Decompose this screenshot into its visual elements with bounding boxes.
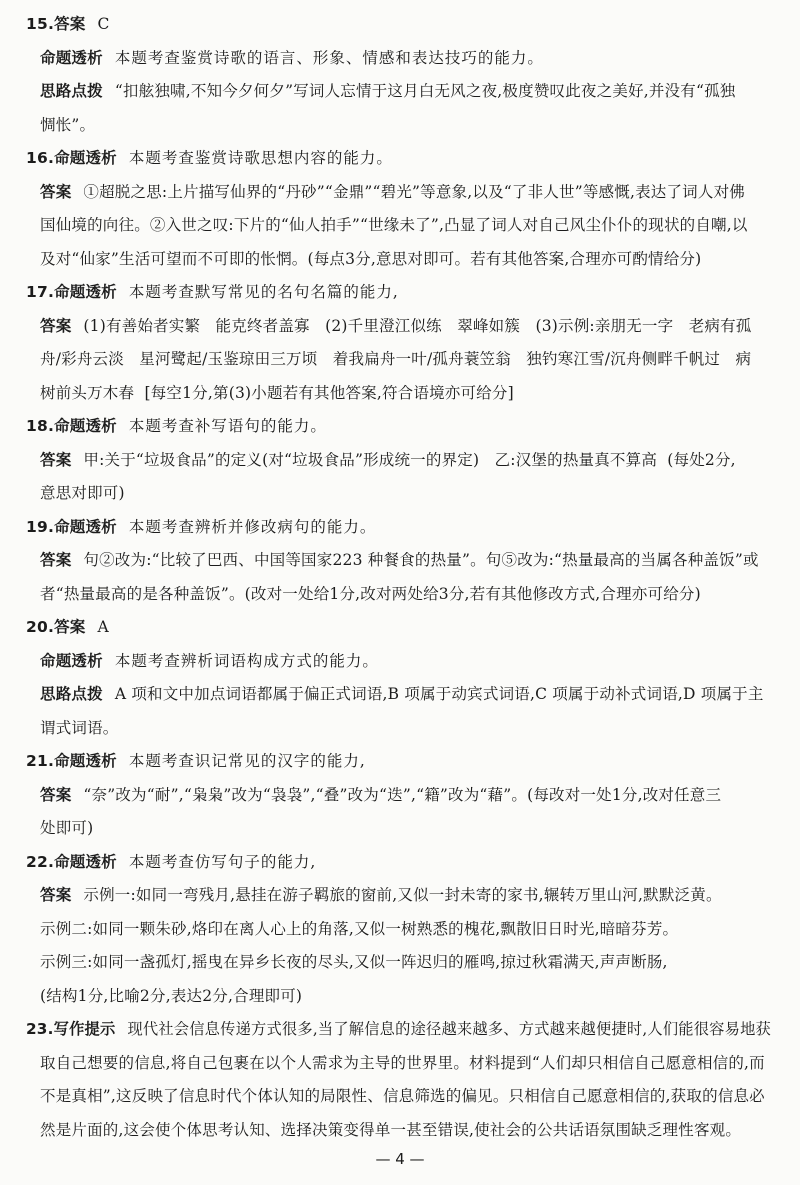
q18-answer-line	[26, 444, 770, 478]
q20-hint-2: 谓式词语。	[40, 718, 119, 737]
q17-answer-line-2	[26, 343, 770, 377]
q17-analysis-line	[26, 276, 770, 310]
q15-analysis-line	[26, 42, 770, 76]
analysis-label: 命题透析	[54, 517, 117, 536]
q22-score: (结构1分,比喻2分,表达2分,合理即可)	[40, 986, 303, 1005]
answer-label: 答案	[40, 886, 72, 904]
q20-analysis-line	[26, 645, 770, 679]
q21-answer-1: “奈”改为“耐”,“枭枭”改为“袅袅”,“叠”改为“迭”,“籍”改为“藉”。(每改对一处1分,改对任意三	[83, 785, 722, 804]
q20-hint-1: A 项和文中加点词语都属于偏正式词语,B 项属于动宾式词语,C 项属于动补式词语,D 项属于主	[114, 685, 764, 703]
answer-label: 答案	[54, 15, 86, 33]
q22-number: 22.	[26, 852, 55, 871]
q23-line-2: 取自己想要的信息,将自己包裹在以个人需求为主导的世界里。材料提到“人们却只相信自己愿意相信的,而	[40, 1053, 765, 1072]
q15-number: 15.	[26, 15, 55, 33]
analysis-label: 命题透析	[40, 651, 103, 670]
hint-label: 思路点拨	[40, 685, 103, 703]
q23-line-2-row	[26, 1047, 770, 1081]
q22-example-3-line	[26, 946, 770, 980]
q16-analysis-line	[26, 142, 770, 176]
q22-example-2: 示例二:如同一颗朱砂,烙印在离人心上的角落,又似一树熟悉的槐花,飘散旧日时光,暗暗芬芳。	[40, 919, 679, 938]
q19-analysis-line	[26, 511, 770, 545]
writing-label: 写作提示	[53, 1020, 116, 1038]
q16-number: 16.	[26, 149, 55, 167]
q16-answer-line	[26, 176, 770, 210]
q18-answer-line-2	[26, 477, 770, 511]
q19-answer-line-2	[26, 578, 770, 612]
q18-answer-2: 意思对即可)	[40, 484, 125, 502]
q21-answer-2: 处即可)	[40, 819, 94, 837]
q22-analysis: 本题考查仿写句子的能力,	[128, 852, 317, 871]
q17-answer-1: (1)有善始者实繁 能克终者盖寡 (2)千里澄江似练 翠峰如簇 (3)示例:亲朋无一字 老病有孤	[83, 316, 752, 335]
q22-example-3: 示例三:如同一盏孤灯,摇曳在异乡长夜的尽头,又似一阵迟归的雁鸣,掠过秋霜满天,声声断肠,	[40, 953, 668, 971]
q17-answer-line-3	[26, 377, 770, 411]
analysis-label: 命题透析	[54, 283, 117, 301]
q18-analysis: 本题考查补写语句的能力。	[128, 417, 327, 435]
answer-label: 答案	[40, 316, 72, 335]
q16-answer-line-2	[26, 209, 770, 243]
q23-line-4: 然是片面的,这会使个体思考认知、选择决策变得单一甚至错误,使社会的公共话语氛围缺乏理性客观。	[40, 1120, 742, 1139]
q21-number: 21.	[26, 752, 55, 770]
q15-answer: C	[97, 15, 110, 33]
q20-answer-line	[26, 611, 770, 645]
q19-number: 19.	[26, 517, 55, 536]
q16-answer-3: 及对“仙家”生活可望而不可即的怅惘。(每点3分,意思对即可。若有其他答案,合理亦可酌情给分)	[40, 249, 702, 268]
q17-answer-2: 舟/彩舟云淡 星河鹭起/玉鉴琼田三万顷 着我扁舟一叶/孤舟蓑笠翁 独钓寒江雪/沉舟侧畔千帆过 病	[40, 350, 752, 368]
q18-number: 18.	[26, 417, 55, 435]
answer-label: 答案	[40, 785, 72, 804]
q20-hint-line	[26, 678, 770, 712]
analysis-label: 命题透析	[54, 852, 117, 871]
q21-analysis: 本题考查识记常见的汉字的能力,	[128, 752, 366, 770]
q22-example-1: 示例一:如同一弯残月,悬挂在游子羁旅的窗前,又似一封未寄的家书,辗转万里山河,默默泛黄。	[83, 886, 722, 904]
q17-number: 17.	[26, 283, 55, 301]
q17-analysis: 本题考查默写常见的名句名篇的能力,	[128, 283, 399, 301]
page-number: — 4 —	[375, 1150, 425, 1168]
q20-answer: A	[97, 618, 109, 636]
q15-hint-1: “扣舷独啸,不知今夕何夕”写词人忘情于这月白无风之夜,极度赞叹此夜之美好,并没有“孤独	[114, 82, 736, 100]
q19-answer-1: 句②改为:“比较了巴西、中国等国家223 种餐食的热量”。句⑤改为:“热量最高的当属各种盖饭”或	[83, 551, 759, 569]
analysis-label: 命题透析	[54, 752, 117, 770]
q23-line-4-row	[26, 1114, 770, 1148]
q22-example-2-line	[26, 913, 770, 947]
q18-analysis-line	[26, 410, 770, 444]
q23-line-1: 现代社会信息传递方式很多,当了解信息的途径越来越多、方式越来越便捷时,人们能很容易地获	[127, 1020, 771, 1038]
q21-answer-line-2	[26, 812, 770, 846]
q19-answer-2: 者“热量最高的是各种盖饭”。(改对一处给1分,改对两处给3分,若有其他修改方式,合理亦可给分)	[40, 584, 701, 603]
q15-hint-line-2	[26, 109, 770, 143]
analysis-label: 命题透析	[40, 48, 103, 67]
answer-label: 答案	[40, 450, 72, 469]
q23-line-3-row	[26, 1080, 770, 1114]
q17-answer-line	[26, 310, 770, 344]
q22-score-line	[26, 980, 770, 1014]
q16-analysis: 本题考查鉴赏诗歌思想内容的能力。	[128, 149, 393, 167]
q16-answer-2: 国仙境的向往。②入世之叹:下片的“仙人拍手”“世缘未了”,凸显了词人对自己风尘仆仆的现状的自嘲,以	[40, 216, 748, 234]
q21-answer-line	[26, 779, 770, 813]
analysis-label: 命题透析	[54, 149, 117, 167]
q22-answer-line	[26, 879, 770, 913]
q16-answer-line-3	[26, 243, 770, 277]
q21-analysis-line	[26, 745, 770, 779]
analysis-label: 命题透析	[54, 417, 117, 435]
q20-number: 20.	[26, 618, 55, 636]
q15-answer-line	[26, 8, 770, 42]
q20-hint-line-2	[26, 712, 770, 746]
q23-writing-line	[26, 1013, 770, 1047]
hint-label: 思路点拨	[40, 82, 103, 100]
q19-analysis: 本题考查辨析并修改病句的能力。	[128, 517, 377, 536]
q18-answer-1: 甲:关于“垃圾食品”的定义(对“垃圾食品”形成统一的界定) 乙:汉堡的热量真不算高 (每处2分,	[83, 450, 736, 469]
q15-hint-2: 惆怅”。	[40, 115, 96, 134]
q17-answer-3: 树前头万木春 [每空1分,第(3)小题若有其他答案,符合语境亦可给分]	[40, 383, 514, 402]
q16-answer-1: ①超脱之思:上片描写仙界的“丹砂”“金鼎”“碧光”等意象,以及“了非人世”等感慨,表达了词人对佛	[83, 182, 745, 201]
q20-analysis: 本题考查辨析词语构成方式的能力。	[114, 651, 379, 670]
answer-label: 答案	[40, 182, 72, 201]
q15-hint-line	[26, 75, 770, 109]
q19-answer-line	[26, 544, 770, 578]
q23-line-3: 不是真相”,这反映了信息时代个体认知的局限性、信息筛选的偏见。只相信自己愿意相信的,获取的信息必	[40, 1087, 765, 1105]
answer-label: 答案	[40, 551, 72, 569]
q22-analysis-line	[26, 846, 770, 880]
answer-label: 答案	[54, 618, 86, 636]
q23-number: 23.	[26, 1020, 54, 1038]
q15-analysis: 本题考查鉴赏诗歌的语言、形象、情感和表达技巧的能力。	[114, 48, 544, 67]
